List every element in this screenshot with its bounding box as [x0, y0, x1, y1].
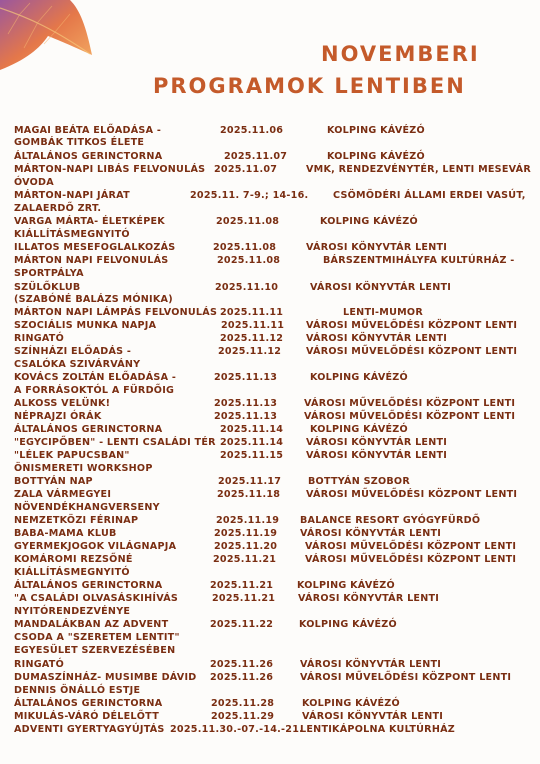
event-date: 2025.11.10	[215, 282, 279, 293]
event-name: MÁRTON-NAPI JÁRAT	[14, 190, 130, 201]
event-name: CSODA A "SZERETEM LENTIT"	[14, 632, 180, 643]
event-place: VÁROSI MŰVELŐDÉSI KÖZPONT LENTI	[306, 489, 518, 500]
event-place: VÁROSI MŰVELŐDÉSI KÖZPONT LENTI	[306, 346, 518, 357]
event-place: KOLPING KÁVÉZÓ	[297, 580, 395, 591]
event-name: VARGA MÁRTA- ÉLETKÉPEK	[14, 216, 165, 227]
event-place: KOLPING KÁVÉZÓ	[327, 151, 425, 162]
event-name: BOTTYÁN NAP	[14, 476, 93, 487]
event-name: NYITÓRENDEZVÉNYE	[14, 606, 131, 617]
event-date: 2025.11.14	[220, 437, 284, 448]
event-place: VÁROSI KÖNYVTÁR LENTI	[306, 437, 448, 448]
event-date: 2025.11.30.-07.-14.-21.	[170, 724, 304, 735]
event-name: "A CSALÁDI OLVASÁSKIHÍVÁS	[14, 593, 179, 604]
event-name: NEMZETKÖZI FÉRINAP	[14, 515, 139, 526]
event-place: VMK, RENDEZVÉNYTÉR, LENTI MESEVÁR	[306, 164, 531, 175]
event-name: "LÉLEK PAPUCSBAN"	[14, 450, 130, 461]
event-place: VÁROSI KÖNYVTÁR LENTI	[298, 593, 440, 604]
event-place: KOLPING KÁVÉZÓ	[299, 619, 397, 630]
event-name: ZALA VÁRMEGYEI	[14, 489, 112, 500]
event-name: "EGYCIPŐBEN" - LENTI CSALÁDI TÉR	[14, 437, 216, 448]
event-date: 2025.11.12	[220, 333, 284, 344]
event-place: BÁRSZENTMIHÁLYFA KULTÚRHÁZ -	[323, 255, 515, 266]
event-place: LENTI-MUMOR	[343, 307, 423, 318]
event-name: ZALAERDŐ ZRT.	[14, 203, 102, 214]
event-name: ÁLTALÁNOS GERINCTORNA	[14, 151, 163, 162]
event-date: 2025.11.17	[218, 476, 282, 487]
event-date: 2025.11.12	[218, 346, 282, 357]
event-name: ÁLTALÁNOS GERINCTORNA	[14, 698, 163, 709]
event-name: A FORRÁSOKTÓL A FÜRDŐIG	[14, 385, 175, 396]
event-place: KOLPING KÁVÉZÓ	[327, 125, 425, 136]
event-date: 2025.11.07	[214, 164, 278, 175]
event-place: VÁROSI MŰVELŐDÉSI KÖZPONT LENTI	[305, 554, 517, 565]
event-name: GOMBÁK TITKOS ÉLETE	[14, 137, 145, 148]
event-name: SPORTPÁLYA	[14, 268, 84, 279]
event-date: 2025.11.19	[216, 515, 280, 526]
event-name: (SZABÓNÉ BALÁZS MÓNIKA)	[14, 294, 173, 305]
event-name: MIKULÁS-VÁRÓ DÉLELŐTT	[14, 711, 159, 722]
event-name: ÖNISMERETI WORKSHOP	[14, 463, 153, 474]
event-place: VÁROSI MŰVELŐDÉSI KÖZPONT LENTI	[306, 320, 518, 331]
event-date: 2025.11.13	[214, 372, 278, 383]
event-place: VÁROSI KÖNYVTÁR LENTI	[306, 333, 448, 344]
event-name: BABA-MAMA KLUB	[14, 528, 117, 539]
event-place: KOLPING KÁVÉZÓ	[302, 698, 400, 709]
event-place: KOLPING KÁVÉZÓ	[320, 216, 418, 227]
event-date: 2025.11.15	[220, 450, 284, 461]
event-place: VÁROSI KÖNYVTÁR LENTI	[300, 528, 442, 539]
event-place: VÁROSI KÖNYVTÁR LENTI	[302, 711, 444, 722]
event-date: 2025.11.11	[220, 307, 284, 318]
event-date: 2025.11.18	[217, 489, 281, 500]
event-name: RINGATÓ	[14, 333, 64, 344]
event-name: GYERMEKJOGOK VILÁGNAPJA	[14, 541, 177, 552]
event-date: 2025.11.21	[210, 580, 274, 591]
event-name: KIÁLLÍTÁSMEGNYITÓ	[14, 229, 130, 240]
event-name: ÓVODA	[14, 177, 54, 188]
event-name: MÁRTON NAPI FELVONULÁS	[14, 255, 169, 266]
event-place: VÁROSI MŰVELŐDÉSI KÖZPONT LENTI	[304, 411, 516, 422]
event-place: VÁROSI MŰVELŐDÉSI KÖZPONT LENTI	[305, 541, 517, 552]
event-date: 2025.11.11	[221, 320, 285, 331]
event-date: 2025.11.08	[213, 242, 277, 253]
event-name: DENNIS ÖNÁLLÓ ESTJE	[14, 685, 141, 696]
event-name: MÁRTON-NAPI LIBÁS FELVONULÁS	[14, 164, 206, 175]
event-date: 2025.11.20	[214, 541, 278, 552]
event-place: KOLPING KÁVÉZÓ	[310, 372, 408, 383]
event-name: RINGATÓ	[14, 659, 64, 670]
event-place: VÁROSI KÖNYVTÁR LENTI	[306, 242, 448, 253]
event-name: SZÍNHÁZI ELŐADÁS -	[14, 346, 132, 357]
event-date: 2025.11.26	[210, 659, 274, 670]
event-date: 2025.11.21	[213, 554, 277, 565]
event-date: 2025.11.26	[210, 672, 274, 683]
event-date: 2025.11.21	[212, 593, 276, 604]
event-date: 2025.11.06	[220, 125, 284, 136]
event-name: DUMASZÍNHÁZ- MUSIMBE DÁVID	[14, 672, 197, 683]
event-name: MANDALÁKBAN AZ ADVENT	[14, 619, 169, 630]
event-date: 2025.11.28	[211, 698, 275, 709]
event-place: VÁROSI KÖNYVTÁR LENTI	[300, 659, 442, 670]
event-date: 2025.11.13	[214, 411, 278, 422]
event-date: 2025.11.14	[220, 424, 284, 435]
title-line-2: PROGRAMOK LENTIBEN	[153, 74, 466, 98]
event-name: SZÜLŐKLUB	[14, 282, 81, 293]
event-place: BALANCE RESORT GYÓGYFÜRDŐ	[300, 515, 481, 526]
event-date: 2025.11.29	[211, 711, 275, 722]
event-date: 2025.11.07	[224, 151, 288, 162]
event-name: MAGAI BEÁTA ELŐADÁSA -	[14, 125, 162, 136]
event-name: MÁRTON NAPI LÁMPÁS FELVONULÁS	[14, 307, 218, 318]
event-date: 2025.11.08	[217, 255, 281, 266]
event-date: 2025.11.22	[210, 619, 274, 630]
event-name: ADVENTI GYERTYAGYÚJTÁS	[14, 724, 165, 735]
event-name: KOMÁROMI REZSŐNÉ	[14, 554, 133, 565]
event-place: CSÖMÖDÉRI ÁLLAMI ERDEI VASÚT,	[333, 190, 526, 201]
event-date: 2025.11. 7-9.; 14-16.	[190, 190, 309, 201]
title-line-1: NOVEMBERI	[321, 42, 480, 66]
event-name: KOVÁCS ZOLTÁN ELŐADÁSA -	[14, 372, 177, 383]
event-place: LENTIKÁPOLNA KULTÚRHÁZ	[300, 724, 455, 735]
event-place: VÁROSI MŰVELŐDÉSI KÖZPONT LENTI	[304, 398, 516, 409]
event-name: SZOCIÁLIS MUNKA NAPJA	[14, 320, 157, 331]
event-place: VÁROSI KÖNYVTÁR LENTI	[310, 282, 452, 293]
event-place: KOLPING KÁVÉZÓ	[310, 424, 408, 435]
event-name: CSALÓKA SZIVÁRVÁNY	[14, 359, 141, 370]
event-place: VÁROSI KÖNYVTÁR LENTI	[306, 450, 448, 461]
event-date: 2025.11.08	[216, 216, 280, 227]
event-name: EGYESÜLET SZERVEZÉSÉBEN	[14, 645, 176, 656]
event-place: BOTTYÁN SZOBOR	[308, 476, 410, 487]
event-name: ALKOSS VELÜNK!	[14, 398, 111, 409]
event-name: ILLATOS MESEFOGLALKOZÁS	[14, 242, 176, 253]
event-date: 2025.11.19	[214, 528, 278, 539]
event-name: NÉPRAJZI ÓRÁK	[14, 411, 102, 422]
event-name: KIÁLLÍTÁSMEGNYITÓ	[14, 567, 130, 578]
event-place: VÁROSI MŰVELŐDÉSI KÖZPONT LENTI	[300, 672, 512, 683]
event-date: 2025.11.13	[214, 398, 278, 409]
event-name: NÖVENDÉKHANGVERSENY	[14, 502, 160, 513]
event-name: ÁLTALÁNOS GERINCTORNA	[14, 580, 163, 591]
event-name: ÁLTALÁNOS GERINCTORNA	[14, 424, 163, 435]
